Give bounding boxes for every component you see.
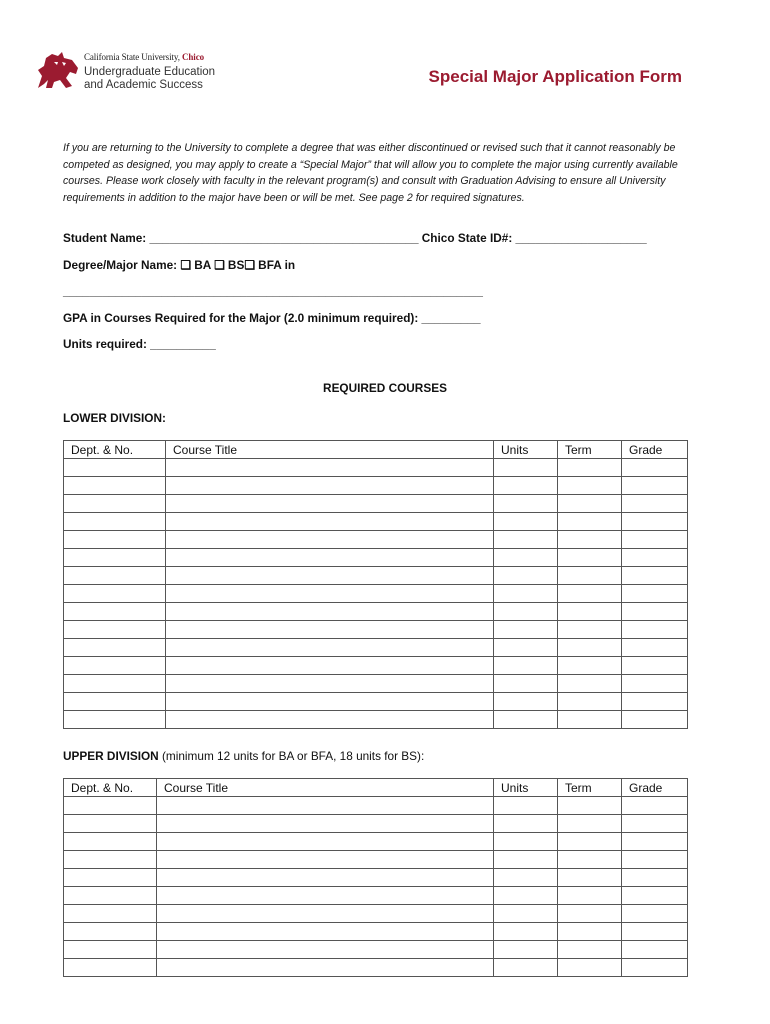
term-cell[interactable]	[558, 603, 622, 621]
units-cell[interactable]	[494, 693, 558, 711]
course-title-cell[interactable]	[166, 495, 494, 513]
table-row	[64, 815, 688, 833]
units-cell[interactable]	[494, 959, 558, 977]
grade-cell[interactable]	[622, 851, 688, 869]
table-row	[64, 639, 688, 657]
units-cell[interactable]	[494, 657, 558, 675]
course-title-cell[interactable]	[157, 815, 494, 833]
units-cell[interactable]	[494, 513, 558, 531]
grade-cell[interactable]	[622, 711, 688, 729]
table-row	[64, 905, 688, 923]
dept-cell[interactable]	[64, 797, 157, 815]
term-cell[interactable]	[558, 639, 622, 657]
dept-cell[interactable]	[64, 693, 166, 711]
course-title-cell[interactable]	[166, 657, 494, 675]
course-title-cell[interactable]	[166, 567, 494, 585]
dept-cell[interactable]	[64, 711, 166, 729]
grade-cell[interactable]	[622, 531, 688, 549]
units-cell[interactable]	[494, 567, 558, 585]
dept-cell[interactable]	[64, 851, 157, 869]
table-header-row	[64, 441, 688, 459]
dept-cell[interactable]	[64, 513, 166, 531]
grade-cell[interactable]	[622, 513, 688, 531]
units-cell[interactable]	[494, 869, 558, 887]
table-row	[64, 851, 688, 869]
table-row	[64, 531, 688, 549]
dept-cell[interactable]	[64, 567, 166, 585]
dept-cell[interactable]	[64, 531, 166, 549]
course-title-cell[interactable]	[157, 797, 494, 815]
term-cell[interactable]	[558, 905, 622, 923]
dept-cell[interactable]	[64, 959, 157, 977]
units-cell[interactable]	[494, 639, 558, 657]
units-cell[interactable]	[494, 495, 558, 513]
course-title-cell[interactable]	[166, 693, 494, 711]
university-logo	[32, 50, 232, 92]
grade-cell[interactable]	[622, 567, 688, 585]
dept-cell[interactable]	[64, 621, 166, 639]
dept-cell[interactable]	[64, 495, 166, 513]
column-header-term: Term	[558, 441, 622, 459]
grade-cell[interactable]	[622, 477, 688, 495]
table-row	[64, 513, 688, 531]
grade-cell[interactable]	[622, 693, 688, 711]
units-cell[interactable]	[494, 585, 558, 603]
units-cell[interactable]	[494, 621, 558, 639]
logo-line-2: and Academic Success	[84, 79, 203, 91]
units-cell[interactable]	[494, 477, 558, 495]
term-cell[interactable]	[558, 887, 622, 905]
course-title-cell[interactable]	[166, 639, 494, 657]
column-header-grade: Grade	[622, 779, 688, 797]
units-cell[interactable]	[494, 675, 558, 693]
course-title-cell[interactable]	[157, 905, 494, 923]
table-row	[64, 585, 688, 603]
course-title-cell[interactable]	[157, 887, 494, 905]
grade-cell[interactable]	[622, 603, 688, 621]
term-cell[interactable]	[558, 657, 622, 675]
term-cell[interactable]	[558, 585, 622, 603]
dept-cell[interactable]	[64, 603, 166, 621]
units-cell[interactable]	[494, 815, 558, 833]
term-cell[interactable]	[558, 531, 622, 549]
form-title: Special Major Application Form	[428, 67, 682, 86]
units-cell[interactable]	[494, 923, 558, 941]
course-title-cell[interactable]	[157, 959, 494, 977]
units-cell[interactable]	[494, 459, 558, 477]
column-header-course-title: Course Title	[157, 779, 494, 797]
course-title-cell[interactable]	[157, 869, 494, 887]
units-cell[interactable]	[494, 833, 558, 851]
term-cell[interactable]	[558, 477, 622, 495]
column-header-term: Term	[558, 779, 622, 797]
course-title-cell[interactable]	[166, 603, 494, 621]
table-row	[64, 459, 688, 477]
grade-cell[interactable]	[622, 657, 688, 675]
grade-cell[interactable]	[622, 797, 688, 815]
table-row	[64, 923, 688, 941]
wildcat-logo-icon	[32, 50, 82, 92]
units-cell[interactable]	[494, 603, 558, 621]
grade-cell[interactable]	[622, 959, 688, 977]
term-cell[interactable]	[558, 513, 622, 531]
units-cell[interactable]	[494, 887, 558, 905]
upper-division-note: (minimum 12 units for BA or BFA, 18 units for BS):	[158, 749, 425, 763]
grade-cell[interactable]	[622, 887, 688, 905]
dept-cell[interactable]	[64, 459, 166, 477]
dept-cell[interactable]	[64, 477, 166, 495]
table-row	[64, 959, 688, 977]
term-cell[interactable]	[558, 833, 622, 851]
upper-division-title: UPPER DIVISION	[63, 749, 159, 763]
units-cell[interactable]	[494, 711, 558, 729]
course-title-cell[interactable]	[166, 459, 494, 477]
dept-cell[interactable]	[64, 585, 166, 603]
column-header-units: Units	[494, 779, 558, 797]
term-cell[interactable]	[558, 549, 622, 567]
grade-cell[interactable]	[622, 549, 688, 567]
course-title-cell[interactable]	[157, 941, 494, 959]
table-row	[64, 797, 688, 815]
degree-major-field[interactable]: Degree/Major Name: ❑ BA ❑ BS❑ BFA in	[63, 258, 296, 272]
grade-cell[interactable]	[622, 639, 688, 657]
units-cell[interactable]	[494, 941, 558, 959]
grade-cell[interactable]	[622, 941, 688, 959]
units-cell[interactable]	[494, 851, 558, 869]
table-row	[64, 869, 688, 887]
table-row	[64, 941, 688, 959]
table-row	[64, 567, 688, 585]
grade-cell[interactable]	[622, 675, 688, 693]
course-title-cell[interactable]	[166, 621, 494, 639]
table-row	[64, 603, 688, 621]
table-row	[64, 495, 688, 513]
table-row	[64, 887, 688, 905]
dept-cell[interactable]	[64, 869, 157, 887]
term-cell[interactable]	[558, 851, 622, 869]
grade-cell[interactable]	[622, 459, 688, 477]
term-cell[interactable]	[558, 941, 622, 959]
units-cell[interactable]	[494, 797, 558, 815]
table-row	[64, 621, 688, 639]
term-cell[interactable]	[558, 869, 622, 887]
table-row	[64, 657, 688, 675]
course-title-cell[interactable]	[166, 549, 494, 567]
grade-cell[interactable]	[622, 905, 688, 923]
dept-cell[interactable]	[64, 905, 157, 923]
required-courses-title: REQUIRED COURSES	[323, 381, 447, 395]
course-title-cell[interactable]	[166, 477, 494, 495]
course-title-cell[interactable]	[166, 675, 494, 693]
column-header-dept: Dept. & No.	[64, 441, 166, 459]
units-cell[interactable]	[494, 905, 558, 923]
term-cell[interactable]	[558, 459, 622, 477]
dept-cell[interactable]	[64, 657, 166, 675]
course-title-cell[interactable]	[166, 531, 494, 549]
term-cell[interactable]	[558, 693, 622, 711]
grade-cell[interactable]	[622, 869, 688, 887]
grade-cell[interactable]	[622, 815, 688, 833]
intro-paragraph: If you are returning to the University to complete a degree that was either discontinued or revised such that it cannot reasonably be competed as designed, you may apply to create a “Special Major” that will allow you to complete the major using currently available courses. Please work closely with faculty in the relevant program(s) and consult with Graduation Advising to ensure all University requirements in addition to the major have been or will be met. See page 2 for required signatures.	[63, 142, 678, 204]
term-cell[interactable]	[558, 959, 622, 977]
term-cell[interactable]	[558, 495, 622, 513]
upper-division-heading	[63, 749, 424, 763]
column-header-course-title: Course Title	[166, 441, 494, 459]
term-cell[interactable]	[558, 815, 622, 833]
term-cell[interactable]	[558, 675, 622, 693]
term-cell[interactable]	[558, 621, 622, 639]
term-cell[interactable]	[558, 923, 622, 941]
term-cell[interactable]	[558, 567, 622, 585]
dept-cell[interactable]	[64, 549, 166, 567]
dept-cell[interactable]	[64, 833, 157, 851]
course-title-cell[interactable]	[157, 851, 494, 869]
upper-division-table	[63, 778, 688, 977]
dept-cell[interactable]	[64, 941, 157, 959]
table-row	[64, 711, 688, 729]
dept-cell[interactable]	[64, 815, 157, 833]
course-title-cell[interactable]	[166, 711, 494, 729]
table-row	[64, 477, 688, 495]
grade-cell[interactable]	[622, 621, 688, 639]
units-cell[interactable]	[494, 531, 558, 549]
units-required-field[interactable]: Units required: __________	[63, 337, 216, 351]
course-title-cell[interactable]	[157, 923, 494, 941]
course-title-cell[interactable]	[166, 585, 494, 603]
course-title-cell[interactable]	[166, 513, 494, 531]
grade-cell[interactable]	[622, 923, 688, 941]
lower-division-table	[63, 440, 688, 729]
dept-cell[interactable]	[64, 675, 166, 693]
table-row	[64, 549, 688, 567]
column-header-grade: Grade	[622, 441, 688, 459]
course-title-cell[interactable]	[157, 833, 494, 851]
gpa-field[interactable]: GPA in Courses Required for the Major (2.0 minimum required): _________	[63, 311, 481, 325]
grade-cell[interactable]	[622, 585, 688, 603]
grade-cell[interactable]	[622, 833, 688, 851]
column-header-units: Units	[494, 441, 558, 459]
dept-cell[interactable]	[64, 639, 166, 657]
term-cell[interactable]	[558, 797, 622, 815]
student-name-field[interactable]: Student Name: _________________________________________ Chico State ID#: ____________________	[63, 231, 647, 245]
grade-cell[interactable]	[622, 495, 688, 513]
units-cell[interactable]	[494, 549, 558, 567]
logo-line-1: Undergraduate Education	[84, 66, 216, 78]
table-row	[64, 675, 688, 693]
table-header-row	[64, 779, 688, 797]
dept-cell[interactable]	[64, 887, 157, 905]
column-header-dept: Dept. & No.	[64, 779, 157, 797]
table-row	[64, 833, 688, 851]
lower-division-title: LOWER DIVISION:	[63, 411, 166, 425]
logo-university-name: California State University, Chico	[84, 52, 205, 62]
table-row	[64, 693, 688, 711]
degree-major-line[interactable]: ________________________________________________________________	[63, 284, 483, 298]
dept-cell[interactable]	[64, 923, 157, 941]
term-cell[interactable]	[558, 711, 622, 729]
